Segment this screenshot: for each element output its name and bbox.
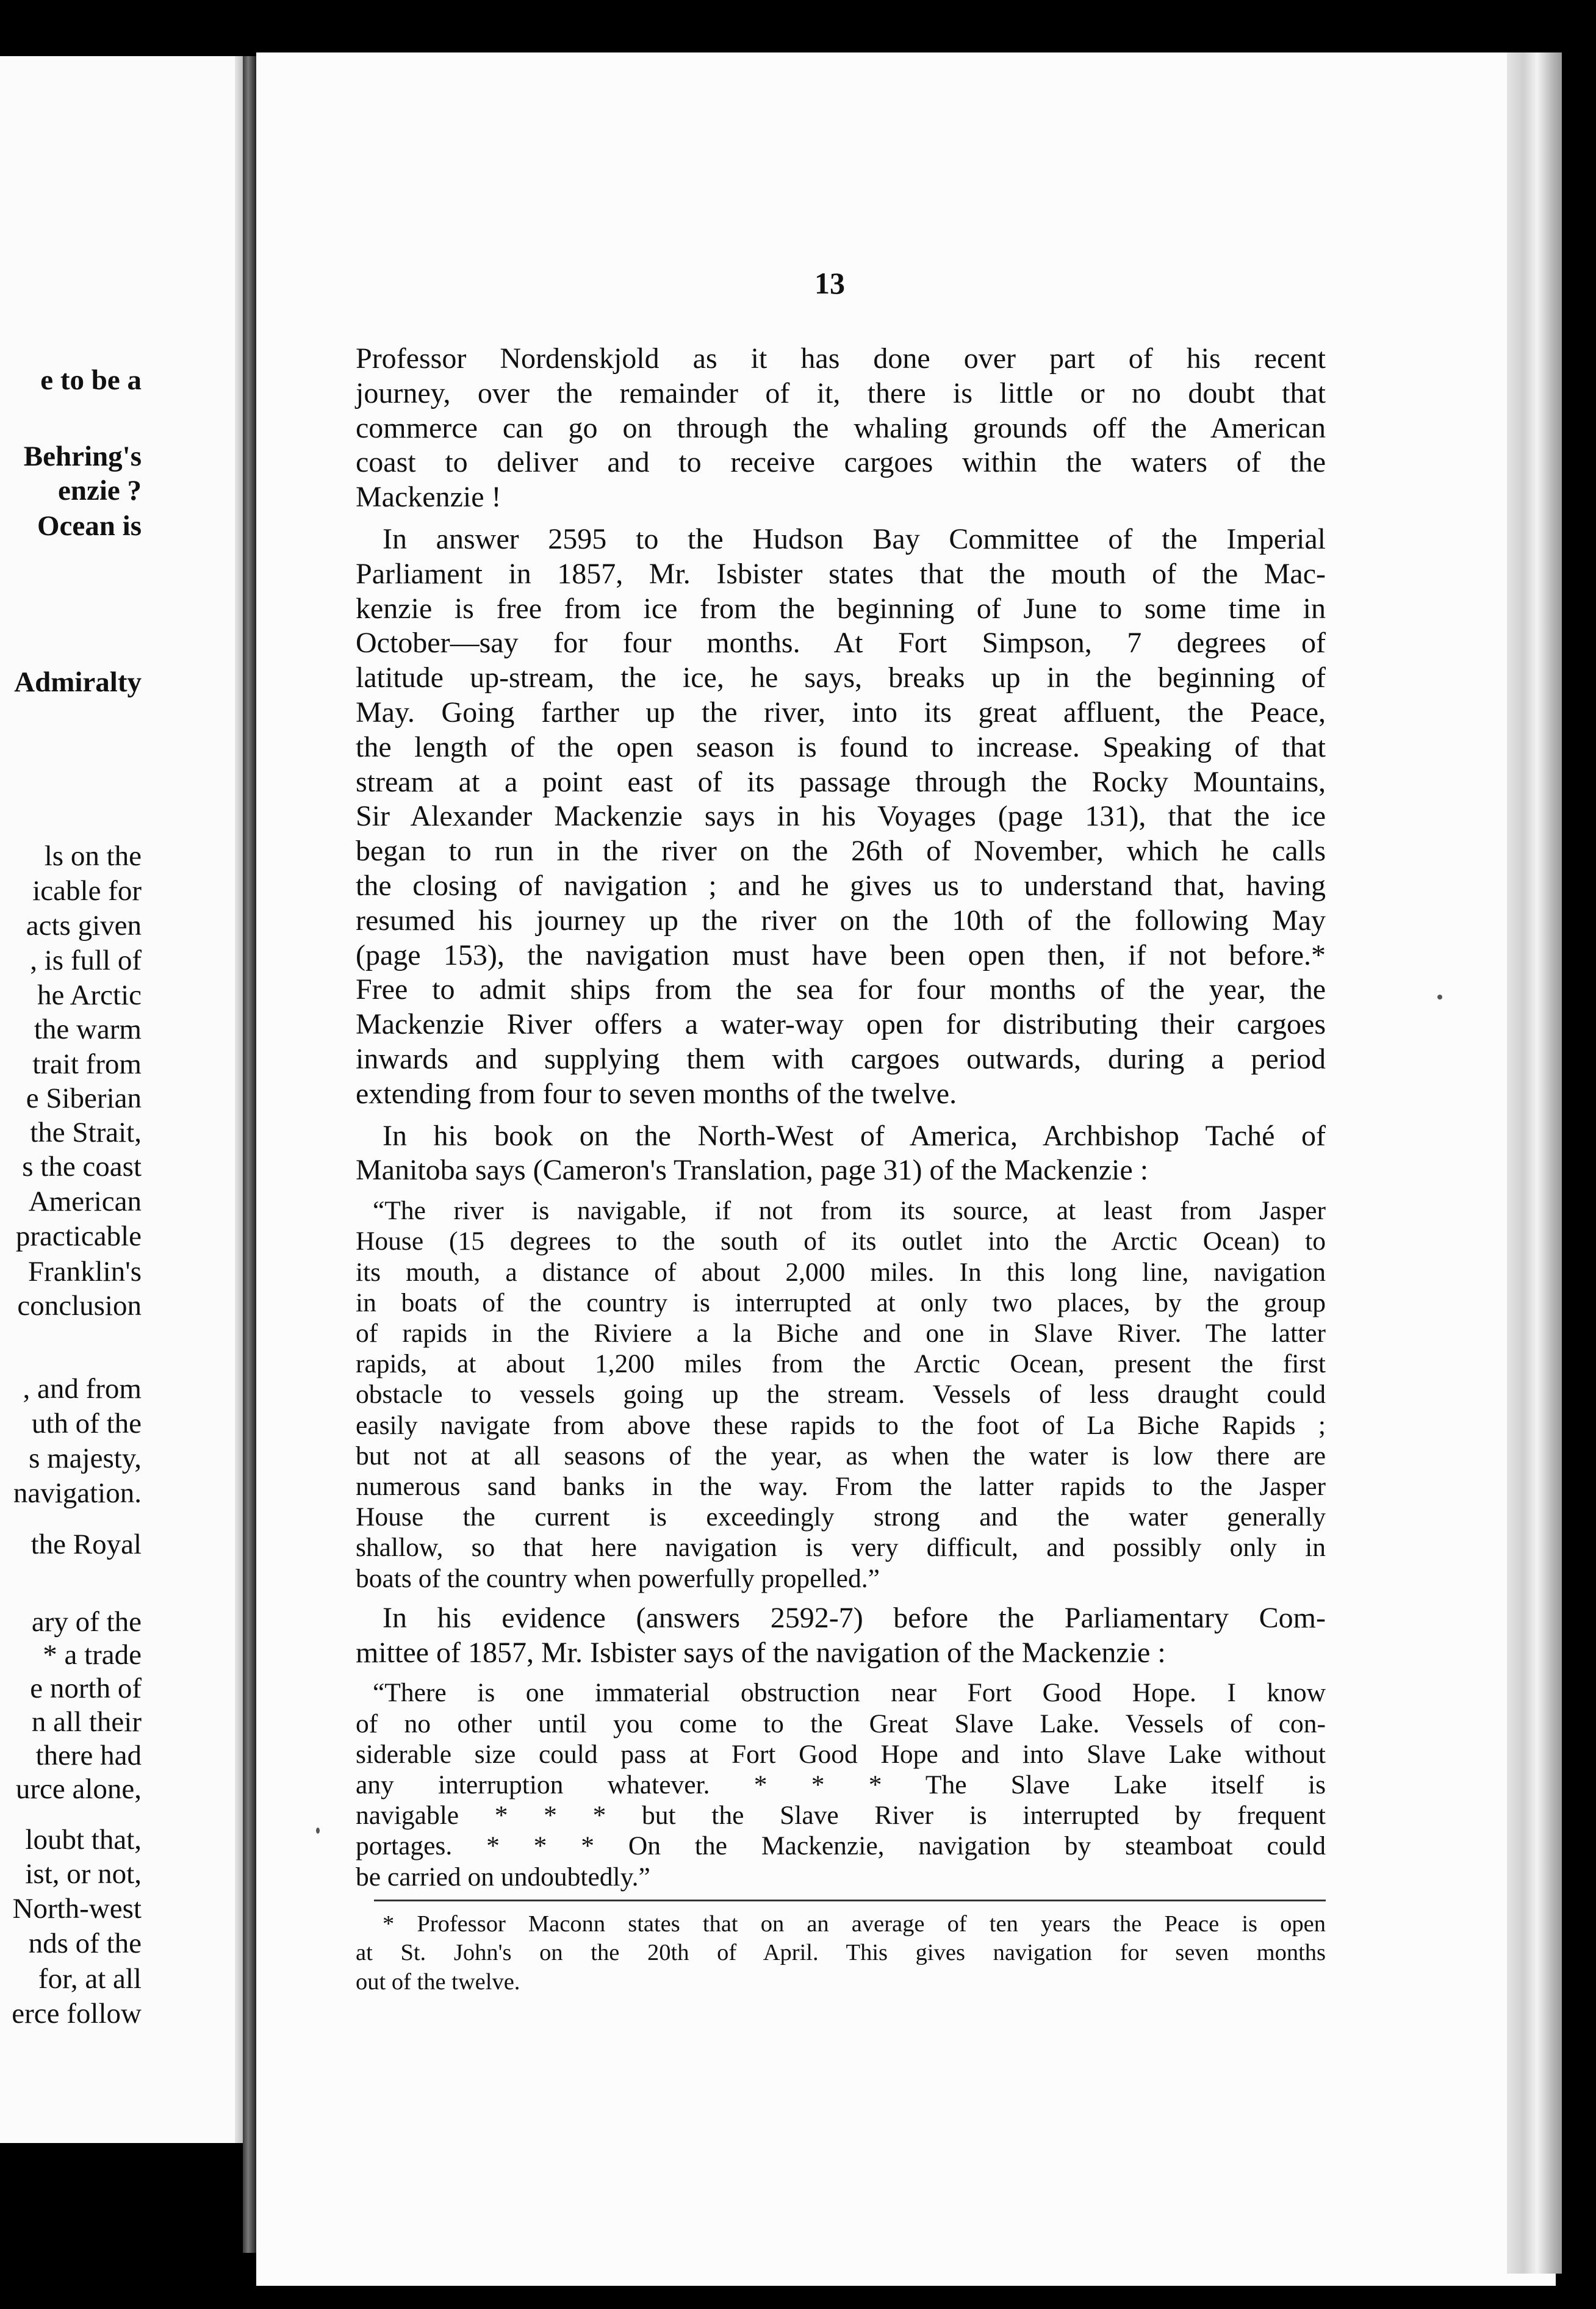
- text-line: navigable * * * but the Slave River is interrupted by frequent: [356, 1801, 1326, 1831]
- print-speck: [316, 1828, 320, 1834]
- text-line: (page 153), the navigation must have been open then, if not before.*: [356, 938, 1326, 971]
- footnote: [356, 1910, 1326, 1997]
- text-line: of no other until you come to the Great Slave Lake. Vessels of con-: [356, 1709, 1326, 1738]
- text-line: journey, over the remainder of it, there is little or no doubt that: [356, 376, 1326, 409]
- previous-page-line: ist, or not,: [25, 1858, 142, 1890]
- previous-page-line: ls on the: [44, 840, 142, 872]
- previous-page-line: icable for: [32, 875, 142, 907]
- previous-page-line: acts given: [26, 910, 142, 942]
- text-line: Sir Alexander Mackenzie says in his Voyages (page 131), that the ice: [356, 800, 1326, 833]
- previous-page-line: n all their: [31, 1706, 142, 1738]
- quotation: [356, 1195, 1326, 1594]
- previous-page-line: navigation.: [13, 1477, 142, 1509]
- text-line: of rapids in the Riviere a la Biche and one in Slave River. The latter: [356, 1318, 1326, 1348]
- previous-page-line: s the coast: [22, 1151, 142, 1183]
- text-line: any interruption whatever. * * * The Slave Lake itself is: [356, 1770, 1326, 1799]
- previous-page-line: Ocean is: [37, 510, 142, 542]
- previous-page-line: s majesty,: [29, 1443, 142, 1474]
- previous-page-line: nds of the: [28, 1928, 142, 1959]
- main-text: [356, 342, 1326, 2004]
- text-line: inwards and supplying them with cargoes outwards, during a period: [356, 1042, 1326, 1075]
- previous-page-line: urce alone,: [15, 1773, 142, 1805]
- previous-page-line: conclusion: [17, 1290, 142, 1322]
- text-line: October—say for four months. At Fort Simpson, 7 degrees of: [356, 627, 1326, 660]
- text-line: House the current is exceedingly strong and the water generally: [356, 1502, 1326, 1532]
- previous-page-line: North-west: [12, 1893, 142, 1925]
- text-line: in boats of the country is interrupted at only two places, by the group: [356, 1288, 1326, 1317]
- previous-page-line: he Arctic: [37, 979, 142, 1011]
- footnote-rule: [374, 1900, 1326, 1901]
- text-line: rapids, at about 1,200 miles from the Arctic Ocean, present the first: [356, 1349, 1326, 1379]
- text-line: its mouth, a distance of about 2,000 miles. In this long line, navigation: [356, 1257, 1326, 1287]
- previous-page-line: the Strait,: [30, 1117, 142, 1148]
- previous-page-line: , and from: [23, 1373, 142, 1405]
- text-line: May. Going farther up the river, into its great affluent, the Peace,: [356, 696, 1326, 729]
- text-line: stream at a point east of its passage through the Rocky Mountains,: [356, 765, 1326, 798]
- previous-page-line: American: [28, 1186, 142, 1217]
- text-line: “There is one immaterial obstruction near Fort Good Hope. I know: [373, 1678, 1326, 1708]
- text-line: the length of the open season is found to increase. Speaking of that: [356, 730, 1326, 763]
- previous-page-line: * a trade: [43, 1639, 142, 1671]
- previous-page-line: e north of: [30, 1673, 142, 1704]
- print-speck: [1437, 995, 1442, 1000]
- page-edges: [1507, 52, 1562, 2274]
- previous-page-line: ary of the: [31, 1606, 142, 1638]
- text-line: Parliament in 1857, Mr. Isbister states that the mouth of the Mac-: [356, 557, 1326, 590]
- previous-page-line: erce follow: [12, 1998, 142, 2030]
- text-line: In answer 2595 to the Hudson Bay Committee of the Imperial: [383, 522, 1326, 555]
- text-line: but not at all seasons of the year, as when the water is low there are: [356, 1441, 1326, 1471]
- previous-page-line: the warm: [34, 1014, 142, 1045]
- text-line: Mackenzie !: [356, 481, 501, 514]
- text-line: obstacle to vessels going up the stream. Vessels of less draught could: [356, 1380, 1326, 1410]
- text-line: boats of the country when powerfully propelled.”: [356, 1563, 880, 1593]
- previous-page-line: Behring's: [23, 441, 142, 472]
- text-line: Free to admit ships from the sea for four months of the year, the: [356, 973, 1326, 1006]
- text-line: coast to deliver and to receive cargoes within the waters of the: [356, 446, 1326, 479]
- previous-page-line: uth of the: [31, 1408, 142, 1439]
- text-line: Mackenzie River offers a water-way open for distributing their cargoes: [356, 1008, 1326, 1041]
- previous-page-line: Admiralty: [14, 666, 142, 698]
- text-line: latitude up-stream, the ice, he says, breaks up in the beginning of: [356, 661, 1326, 694]
- previous-page-line: the Royal: [31, 1529, 142, 1560]
- previous-page-line: for, at all: [38, 1963, 142, 1995]
- text-line: resumed his journey up the river on the 10th of the following May: [356, 904, 1326, 937]
- text-line: extending from four to seven months of the twelve.: [356, 1077, 957, 1110]
- previous-page-line: there had: [35, 1740, 142, 1771]
- paragraph: [356, 522, 1326, 1112]
- previous-page-line: trait from: [32, 1048, 142, 1080]
- footnote-line: at St. John's on the 20th of April. This gives navigation for seven months: [356, 1940, 1326, 1966]
- text-line: siderable size could pass at Fort Good Hope and into Slave Lake without: [356, 1739, 1326, 1769]
- text-line: Manitoba says (Cameron's Translation, page 31) of the Mackenzie :: [356, 1154, 1149, 1187]
- quotation: [356, 1677, 1326, 1892]
- previous-page-fold: [235, 56, 243, 2143]
- text-line: In his evidence (answers 2592-7) before the Parliamentary Com-: [383, 1601, 1326, 1634]
- previous-page-line: practicable: [15, 1220, 142, 1252]
- previous-page-line: Franklin's: [27, 1256, 142, 1288]
- text-line: In his book on the North-West of America, Archbishop Taché of: [383, 1119, 1326, 1152]
- footnote-line: out of the twelve.: [356, 1969, 520, 1995]
- text-line: kenzie is free from ice from the beginning of June to some time in: [356, 592, 1326, 625]
- paragraph: [356, 1119, 1326, 1189]
- previous-page-line: e Siberian: [26, 1082, 142, 1114]
- paragraph: [356, 342, 1326, 515]
- book-gutter: [243, 56, 256, 2253]
- footnote-line: * Professor Maconn states that on an average of ten years the Peace is open: [383, 1911, 1326, 1937]
- text-line: easily navigate from above these rapids to the foot of La Biche Rapids ;: [356, 1410, 1326, 1440]
- previous-page-line: loubt that,: [25, 1824, 142, 1856]
- previous-page-line: , is full of: [30, 945, 142, 976]
- text-line: commerce can go on through the whaling grounds off the American: [356, 411, 1326, 444]
- paragraph: [356, 1601, 1326, 1671]
- previous-page-line: e to be a: [40, 364, 142, 396]
- text-line: “The river is navigable, if not from its source, at least from Jasper: [373, 1196, 1326, 1226]
- text-line: the closing of navigation ; and he gives us to understand that, having: [356, 869, 1326, 902]
- page-number: 13: [814, 266, 845, 300]
- text-line: mittee of 1857, Mr. Isbister says of the navigation of the Mackenzie :: [356, 1636, 1166, 1669]
- text-line: House (15 degrees to the south of its outlet into the Arctic Ocean) to: [356, 1227, 1326, 1256]
- text-line: numerous sand banks in the way. From the latter rapids to the Jasper: [356, 1471, 1326, 1501]
- previous-page-line: enzie ?: [57, 475, 142, 506]
- text-line: Professor Nordenskjold as it has done over part of his recent: [356, 342, 1326, 375]
- text-line: be carried on undoubtedly.”: [356, 1862, 650, 1892]
- text-line: portages. * * * On the Mackenzie, navigation by steamboat could: [356, 1831, 1326, 1861]
- text-line: began to run in the river on the 26th of November, which he calls: [356, 835, 1326, 868]
- text-line: shallow, so that here navigation is very difficult, and possibly only in: [356, 1533, 1326, 1563]
